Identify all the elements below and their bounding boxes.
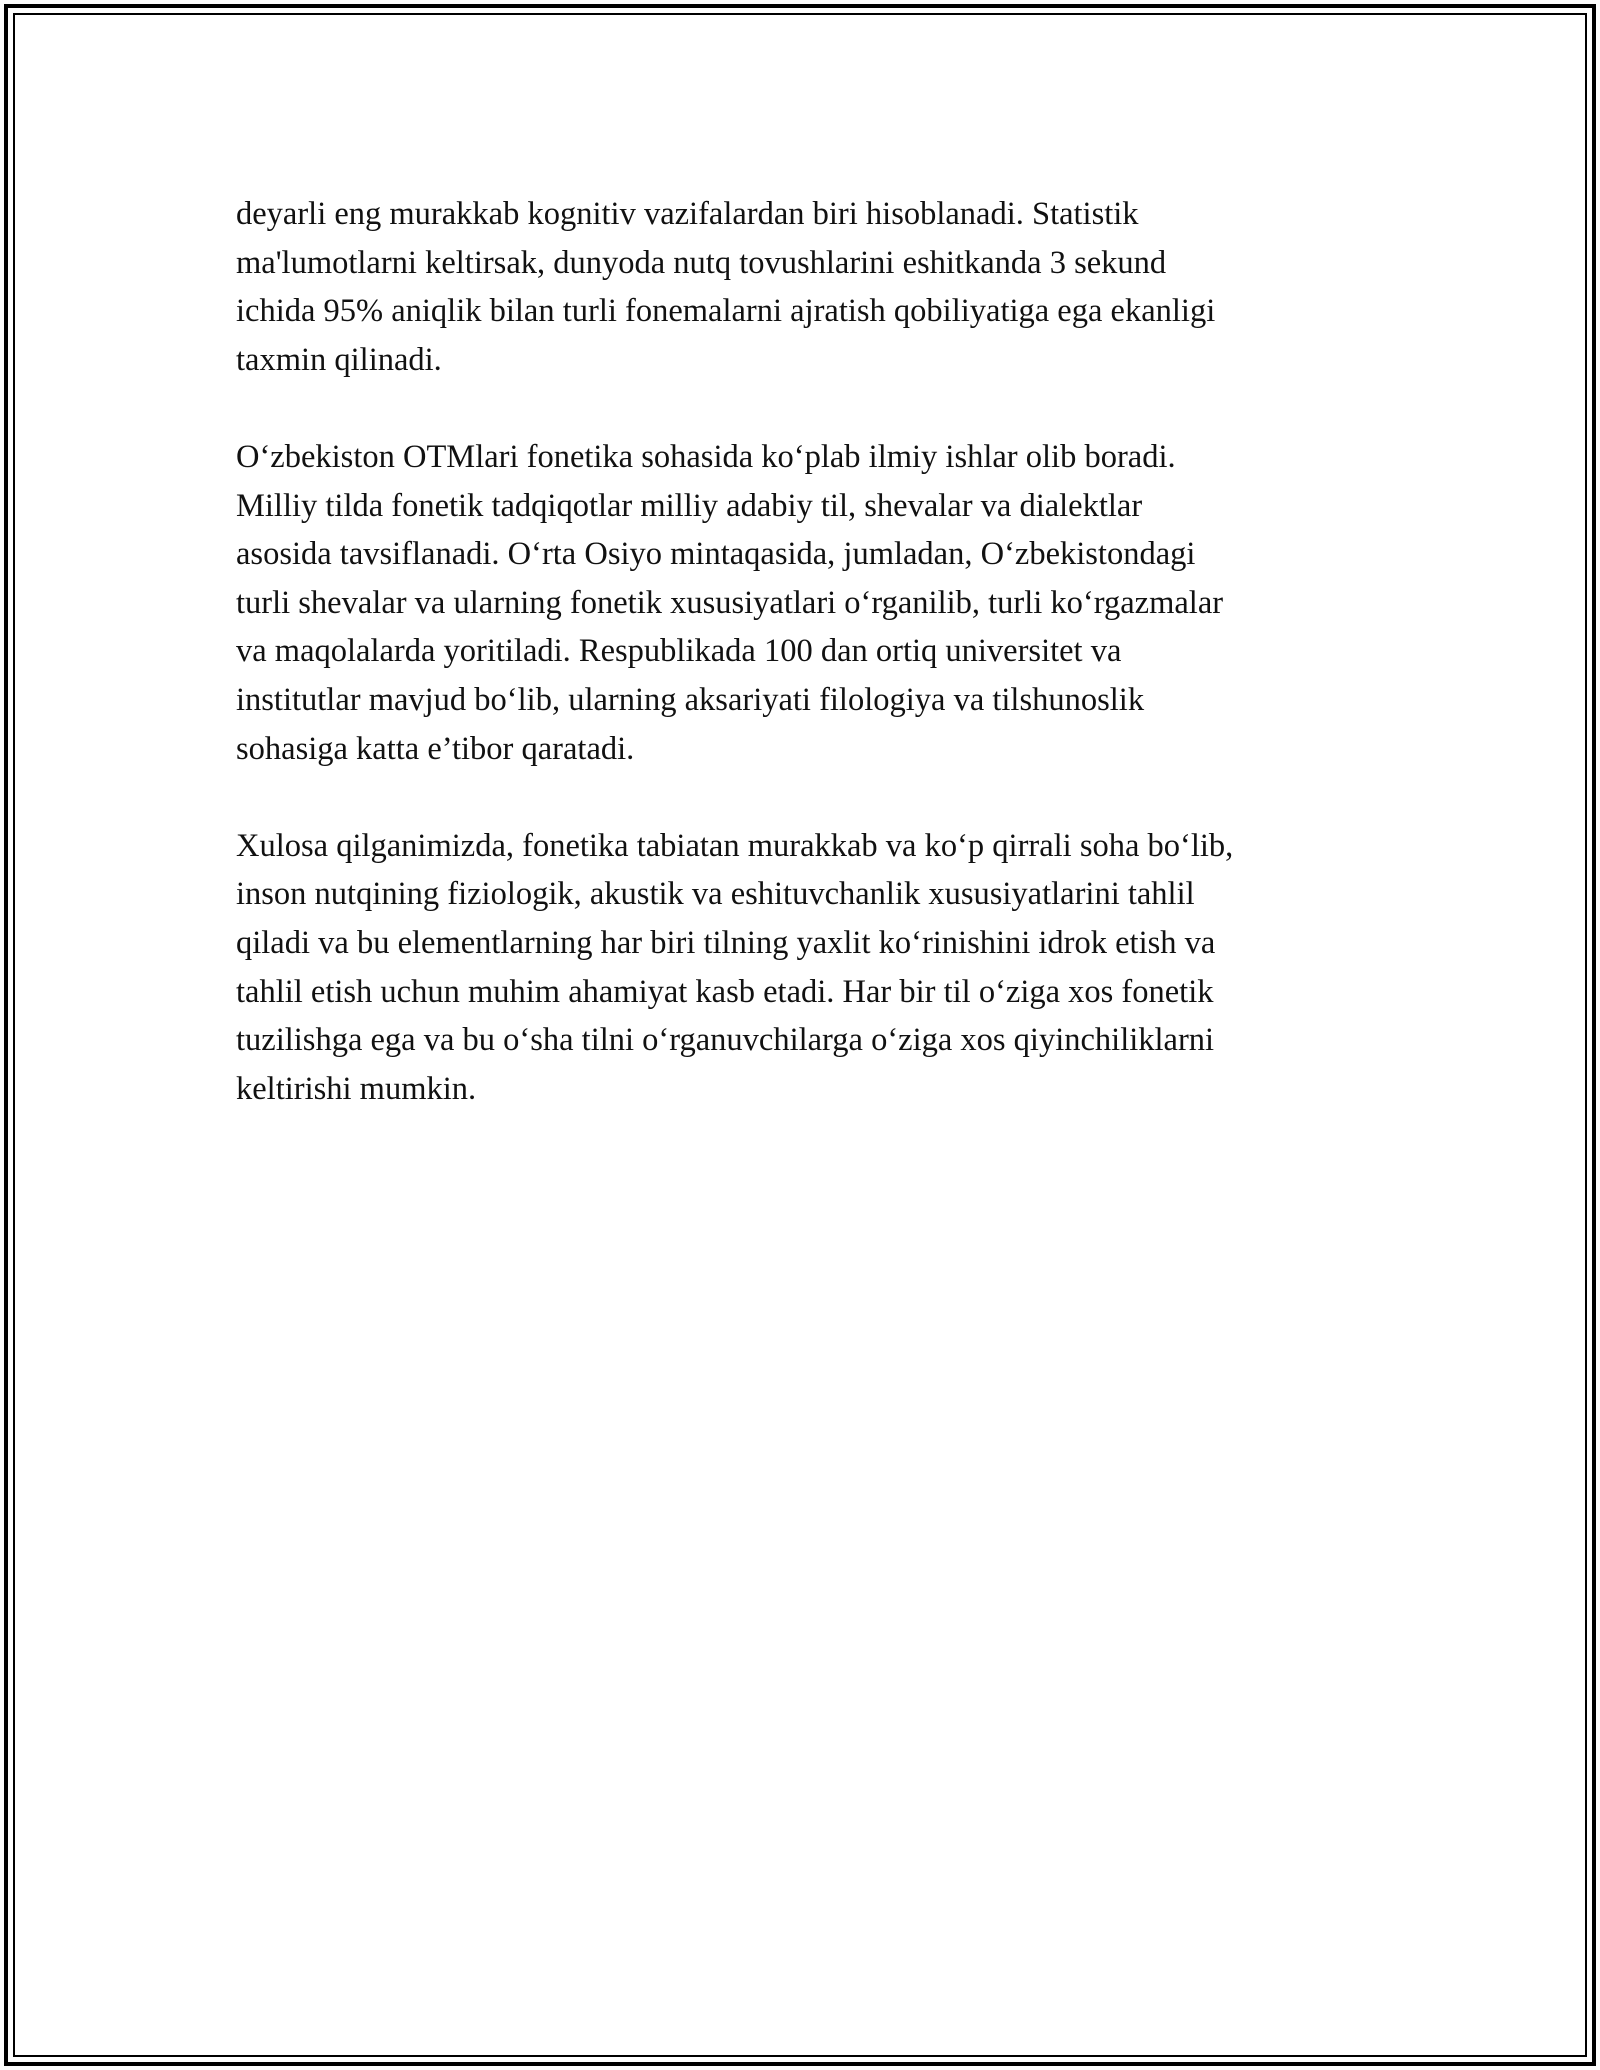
text-line: Milliy tilda fonetik tadqiqotlar milliy adabiy til, shevalar va dialektlar — [236, 487, 1143, 524]
paragraph-2 — [236, 433, 1396, 773]
text-line: O‘zbekiston OTMlari fonetika sohasida ko‘plab ilmiy ishlar olib boradi. — [236, 438, 1176, 475]
paragraph-3 — [236, 822, 1396, 1114]
document-body — [236, 190, 1396, 1162]
text-line: turli shevalar va ularning fonetik xususiyatlari o‘rganilib, turli ko‘rgazmalar — [236, 584, 1224, 621]
text-line: deyarli eng murakkab kognitiv vazifalardan biri hisoblanadi. Statistik — [236, 196, 1139, 232]
text-line: asosida tavsiflanadi. O‘rta Osiyo mintaqasida, jumladan, O‘zbekistondagi — [236, 536, 1196, 573]
text-line: qiladi va bu elementlarning har biri tilning yaxlit ko‘rinishini idrok etish va — [236, 924, 1216, 961]
text-line: tuzilishga ega va bu o‘sha tilni o‘rganuvchilarga o‘ziga xos qiyinchiliklarni — [236, 1022, 1215, 1059]
text-line: taxmin qilinadi. — [236, 341, 442, 378]
paragraph-1 — [236, 190, 1396, 384]
text-line: inson nutqining fiziologik, akustik va eshituvchanlik xususiyatlarini tahlil — [236, 876, 1195, 913]
text-line: ichida 95% aniqlik bilan turli fonemalarni ajratish qobiliyatiga ega ekanligi — [236, 293, 1216, 330]
text-line: institutlar mavjud bo‘lib, ularning aksariyati filologiya va tilshunoslik — [236, 681, 1145, 718]
text-line: sohasiga katta e’tibor qaratadi. — [236, 730, 635, 767]
text-line: keltirishi mumkin. — [236, 1070, 477, 1107]
text-line: tahlil etish uchun muhim ahamiyat kasb etadi. Har bir til o‘ziga xos fonetik — [236, 973, 1214, 1010]
text-line: ma'lumotlarni keltirsak, dunyoda nutq tovushlarini eshitkanda 3 sekund — [236, 244, 1167, 281]
text-line: va maqolalarda yoritiladi. Respublikada 100 dan ortiq universitet va — [236, 633, 1122, 670]
text-line: Xulosa qilganimizda, fonetika tabiatan murakkab va ko‘p qirrali soha bo‘lib, — [236, 827, 1234, 864]
